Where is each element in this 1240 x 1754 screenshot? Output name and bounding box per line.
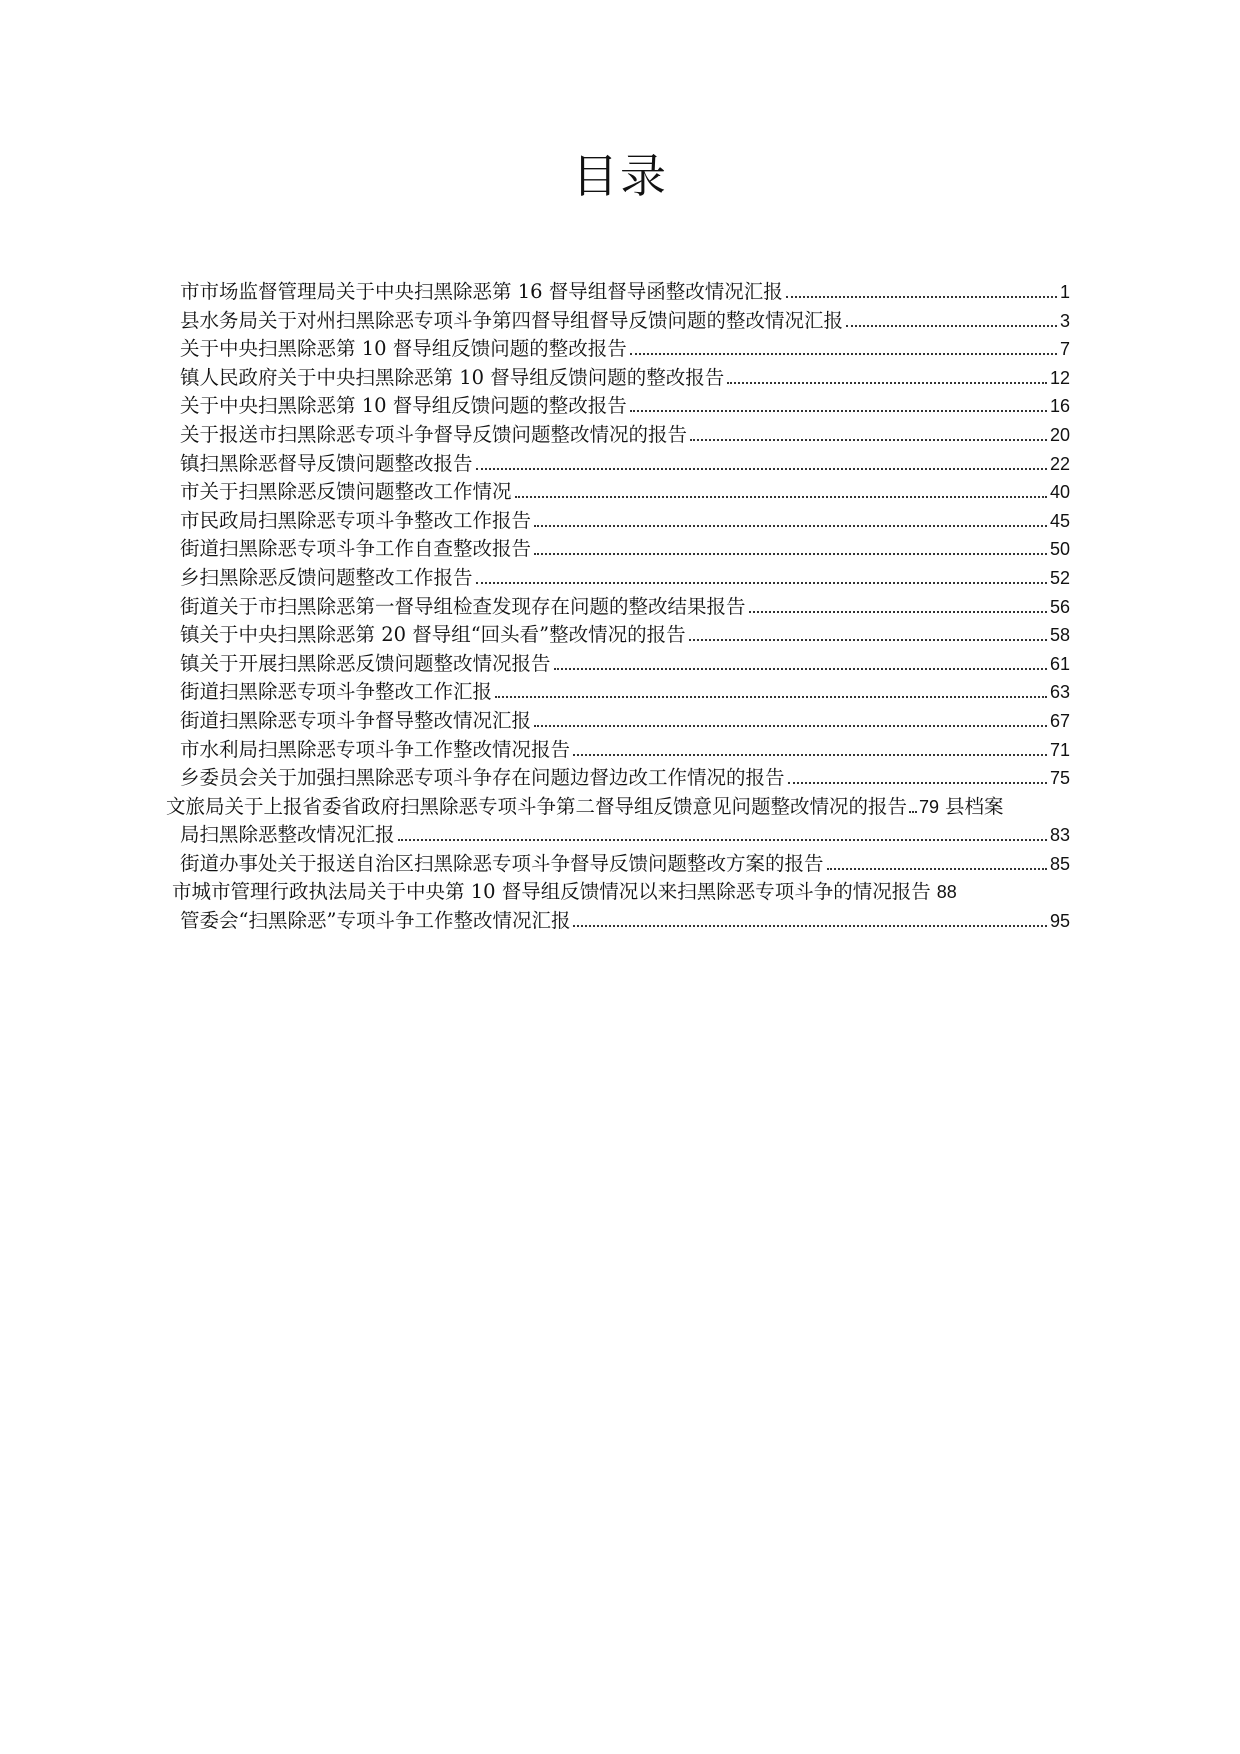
toc-entry-title: 县水务局关于对州扫黑除恶专项斗争第四督导组督导反馈问题的整改情况汇报 (180, 308, 844, 332)
toc-entry-title: 市水利局扫黑除恶专项斗争工作整改情况报告 (180, 737, 571, 761)
toc-entry-title: 镇扫黑除恶督导反馈问题整改报告 (180, 451, 473, 475)
dot-leader (554, 668, 1047, 670)
dot-leader (515, 496, 1047, 498)
dot-leader (630, 410, 1047, 412)
toc-entry[interactable] (180, 478, 1070, 507)
dot-leader (690, 439, 1047, 441)
dot-leader (495, 696, 1047, 698)
toc-entry[interactable] (180, 564, 1070, 593)
toc-page-number: 71 (1049, 739, 1070, 760)
toc-entry[interactable] (180, 593, 1070, 622)
dot-leader (573, 754, 1047, 756)
toc-entry-title: 市市场监督管理局关于中央扫黑除恶第 16 督导组督导函整改情况汇报 (180, 280, 783, 303)
toc-entry[interactable] (166, 793, 1100, 822)
toc-page-number: 50 (1049, 539, 1070, 560)
toc-entry[interactable] (180, 535, 1070, 564)
dot-leader (534, 553, 1047, 555)
toc-entry-title: 文旅局关于上报省委省政府扫黑除恶专项斗争第二督导组反馈意见问题整改情况的报告 (166, 794, 908, 818)
page-title: 目录 (572, 149, 668, 203)
dot-leader (689, 639, 1047, 641)
toc-entry[interactable] (180, 707, 1070, 736)
toc-page-number: 45 (1049, 510, 1070, 531)
toc-page-number: 22 (1049, 453, 1070, 474)
toc-entry[interactable] (180, 421, 1070, 450)
dot-leader (476, 582, 1047, 584)
toc-page-number: 16 (1049, 396, 1070, 417)
table-of-contents (166, 278, 1070, 936)
dot-leader (846, 325, 1057, 327)
toc-entry-title: 关于中央扫黑除恶第 10 督导组反馈问题的整改报告 (180, 394, 627, 418)
toc-entry-title: 局扫黑除恶整改情况汇报 (180, 823, 395, 847)
toc-page-number: 85 (1049, 853, 1070, 874)
toc-entry[interactable] (180, 650, 1070, 679)
toc-entry-title: 乡扫黑除恶反馈问题整改工作报告 (180, 565, 473, 589)
toc-page-number: 52 (1049, 567, 1070, 588)
toc-entry[interactable] (180, 850, 1070, 879)
dot-leader (534, 725, 1047, 727)
toc-entry-title: 街道扫黑除恶专项斗争督导整改情况汇报 (180, 708, 532, 732)
dot-leader (788, 782, 1047, 784)
dot-leader (727, 382, 1047, 384)
toc-entry-title: 市城市管理行政执法局关于中央第 10 督导组反馈情况以来扫黑除恶专项斗争的情况报告 (172, 880, 931, 904)
toc-entry[interactable] (180, 821, 1070, 850)
toc-entry[interactable] (180, 278, 1070, 307)
toc-page-number: 20 (1049, 424, 1070, 445)
toc-entry-title: 镇关于中央扫黑除恶第 20 督导组“回头看”整改情况的报告 (180, 623, 686, 647)
toc-page-number: 67 (1049, 710, 1070, 731)
toc-page-number: 56 (1049, 596, 1070, 617)
toc-entry-title: 街道关于市扫黑除恶第一督导组检查发现存在问题的整改结果报告 (180, 594, 746, 618)
toc-entry[interactable] (180, 307, 1070, 336)
toc-entry-title: 镇关于开展扫黑除恶反馈问题整改情况报告 (180, 651, 551, 675)
toc-entry-title-continuation: 县档案 (945, 794, 1004, 818)
toc-entry[interactable] (180, 764, 1070, 793)
toc-entry[interactable] (180, 507, 1070, 536)
dot-leader (909, 811, 917, 813)
toc-page-number: 88 (936, 882, 957, 903)
dot-leader (573, 925, 1047, 927)
toc-page-number: 79 (919, 796, 940, 817)
toc-entry-title: 市民政局扫黑除恶专项斗争整改工作报告 (180, 508, 532, 532)
toc-entry[interactable] (180, 621, 1070, 650)
toc-entry-title: 乡委员会关于加强扫黑除恶专项斗争存在问题边督边改工作情况的报告 (180, 766, 785, 790)
toc-entry-title: 街道扫黑除恶专项斗争工作自查整改报告 (180, 537, 532, 561)
dot-leader (827, 868, 1047, 870)
dot-leader (534, 525, 1047, 527)
toc-page-number: 95 (1049, 911, 1070, 932)
toc-page-number: 3 (1059, 310, 1070, 331)
toc-entry-title: 关于中央扫黑除恶第 10 督导组反馈问题的整改报告 (180, 337, 627, 361)
toc-entry[interactable] (180, 450, 1070, 479)
dot-leader (398, 839, 1047, 841)
toc-entry-title: 关于报送市扫黑除恶专项斗争督导反馈问题整改情况的报告 (180, 422, 688, 446)
toc-page-number: 58 (1049, 625, 1070, 646)
toc-page-number: 7 (1059, 339, 1070, 360)
toc-entry-title: 管委会“扫黑除恶”专项斗争工作整改情况汇报 (180, 909, 571, 933)
toc-entry-title: 镇人民政府关于中央扫黑除恶第 10 督导组反馈问题的整改报告 (180, 365, 725, 389)
toc-entry[interactable] (180, 335, 1070, 364)
dot-leader (749, 611, 1047, 613)
toc-entry-title: 街道办事处关于报送自治区扫黑除恶专项斗争督导反馈问题整改方案的报告 (180, 851, 824, 875)
toc-entry[interactable] (180, 907, 1070, 936)
toc-page-number: 40 (1049, 482, 1070, 503)
toc-entry[interactable] (180, 392, 1070, 421)
toc-entry[interactable] (180, 364, 1070, 393)
toc-page-number: 12 (1049, 367, 1070, 388)
toc-entry[interactable] (180, 736, 1070, 765)
toc-page-number: 75 (1049, 768, 1070, 789)
toc-entry[interactable] (180, 678, 1070, 707)
dot-leader (476, 468, 1047, 470)
toc-entry-title: 街道扫黑除恶专项斗争整改工作汇报 (180, 680, 493, 704)
dot-leader (786, 296, 1057, 298)
dot-leader (630, 353, 1057, 355)
toc-entry[interactable] (172, 878, 1078, 907)
toc-page-number: 83 (1049, 825, 1070, 846)
toc-entry-title: 市关于扫黑除恶反馈问题整改工作情况 (180, 480, 512, 504)
toc-page-number: 63 (1049, 682, 1070, 703)
toc-page-number: 61 (1049, 653, 1070, 674)
toc-page-number: 1 (1059, 282, 1070, 302)
